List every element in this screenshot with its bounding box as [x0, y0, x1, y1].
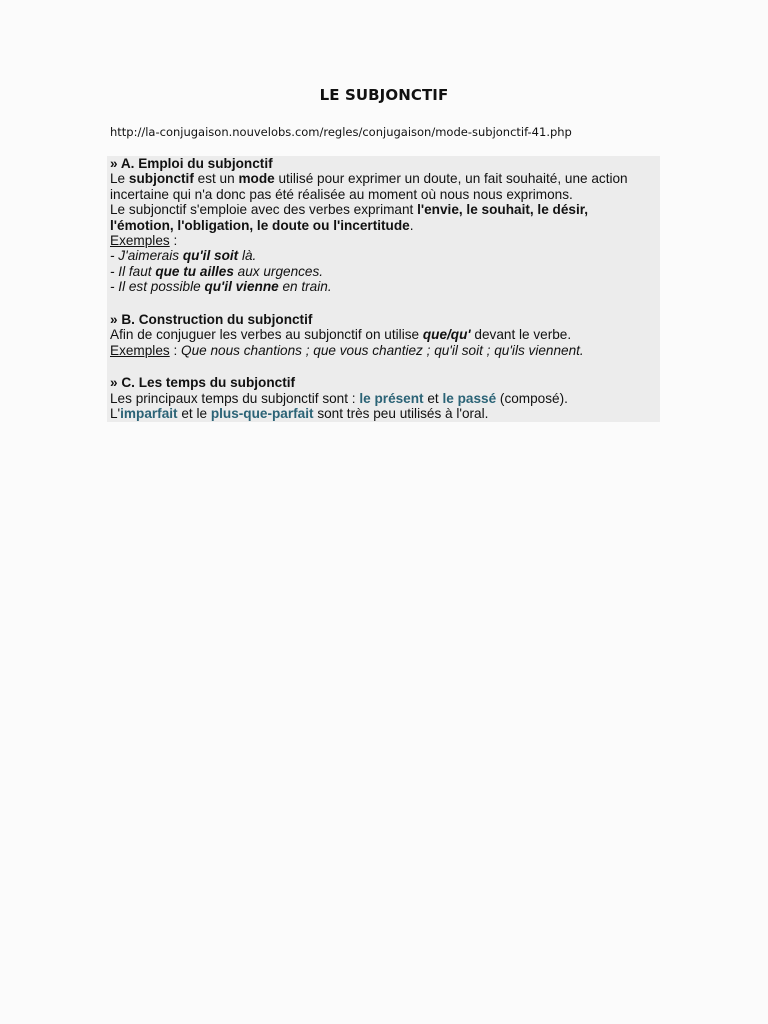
examples-text: Que nous chantions ; que vous chantiez ; qu'il soit ; qu'ils viennent. [181, 342, 584, 358]
bold-text: l'envie, le souhait, le désir, [417, 202, 589, 218]
text: aux urgences. [233, 263, 324, 279]
spacer [110, 358, 658, 375]
spacer [110, 295, 658, 312]
content-box [107, 156, 660, 422]
text: (composé). [496, 390, 568, 406]
text: et le [177, 406, 211, 422]
text: - Il faut [110, 263, 156, 279]
text: - Il est possible [110, 279, 205, 295]
section-a-para1-line1 [110, 171, 658, 186]
text: - J'aimerais [110, 248, 183, 264]
text: : [169, 342, 182, 358]
term-mode: mode [238, 171, 275, 187]
source-url: http://la-conjugaison.nouvelobs.com/regles/conjugaison/mode-subjonctif-41.php [110, 125, 572, 139]
section-c-heading: » C. Les temps du subjonctif [110, 375, 296, 391]
link-imparfait[interactable]: imparfait [120, 406, 178, 422]
bold-text: l'émotion, l'obligation, le doute ou l'incertitude [110, 217, 410, 233]
text: L' [110, 406, 121, 422]
examples-label: Exemples [110, 342, 170, 358]
text: Le subjonctif s'emploie avec des verbes exprimant [110, 202, 418, 218]
text: Les principaux temps du subjonctif sont : [110, 390, 360, 406]
text: sont très peu utilisés à l'oral. [313, 406, 489, 422]
term-subjonctif: subjonctif [128, 171, 194, 187]
text: : [169, 232, 178, 248]
section-a-para1-line2: incertaine qui n'a donc pas été réalisée au moment où nous nous exprimons. [110, 186, 573, 202]
text: Le [110, 171, 129, 187]
section-b-examples [110, 343, 658, 358]
text: . [409, 217, 414, 233]
section-a-para2-line1 [110, 202, 658, 217]
text: est un [193, 171, 239, 187]
text: utilisé pour exprimer un doute, un fait souhaité, une action [274, 171, 628, 187]
example-1 [110, 248, 658, 263]
bold-italic-text: que/qu' [422, 327, 471, 343]
section-c-para2 [110, 406, 658, 421]
section-b-para1 [110, 327, 658, 342]
example-2 [110, 264, 658, 279]
section-a-para2-line2 [110, 218, 658, 233]
text: Afin de conjuguer les verbes au subjonctif on utilise [110, 327, 423, 343]
link-plus-que-parfait[interactable]: plus-que-parfait [210, 406, 314, 422]
link-le-passe[interactable]: le passé [442, 390, 497, 406]
text: et [423, 390, 443, 406]
text: devant le verbe. [470, 327, 572, 343]
bold-text: que tu ailles [155, 263, 234, 279]
examples-label: Exemples [110, 232, 170, 248]
section-c-para1 [110, 391, 658, 406]
bold-text: qu'il vienne [204, 279, 279, 295]
bold-text: qu'il soit [182, 248, 239, 264]
section-a-examples-label [110, 233, 658, 248]
section-a-heading: » A. Emploi du subjonctif [110, 156, 273, 171]
text: là. [238, 248, 257, 264]
page-title: LE SUBJONCTIF [319, 86, 449, 104]
section-b-heading: » B. Construction du subjonctif [110, 311, 313, 327]
example-3 [110, 279, 658, 294]
link-le-present[interactable]: le présent [359, 390, 424, 406]
text: en train. [278, 279, 332, 295]
